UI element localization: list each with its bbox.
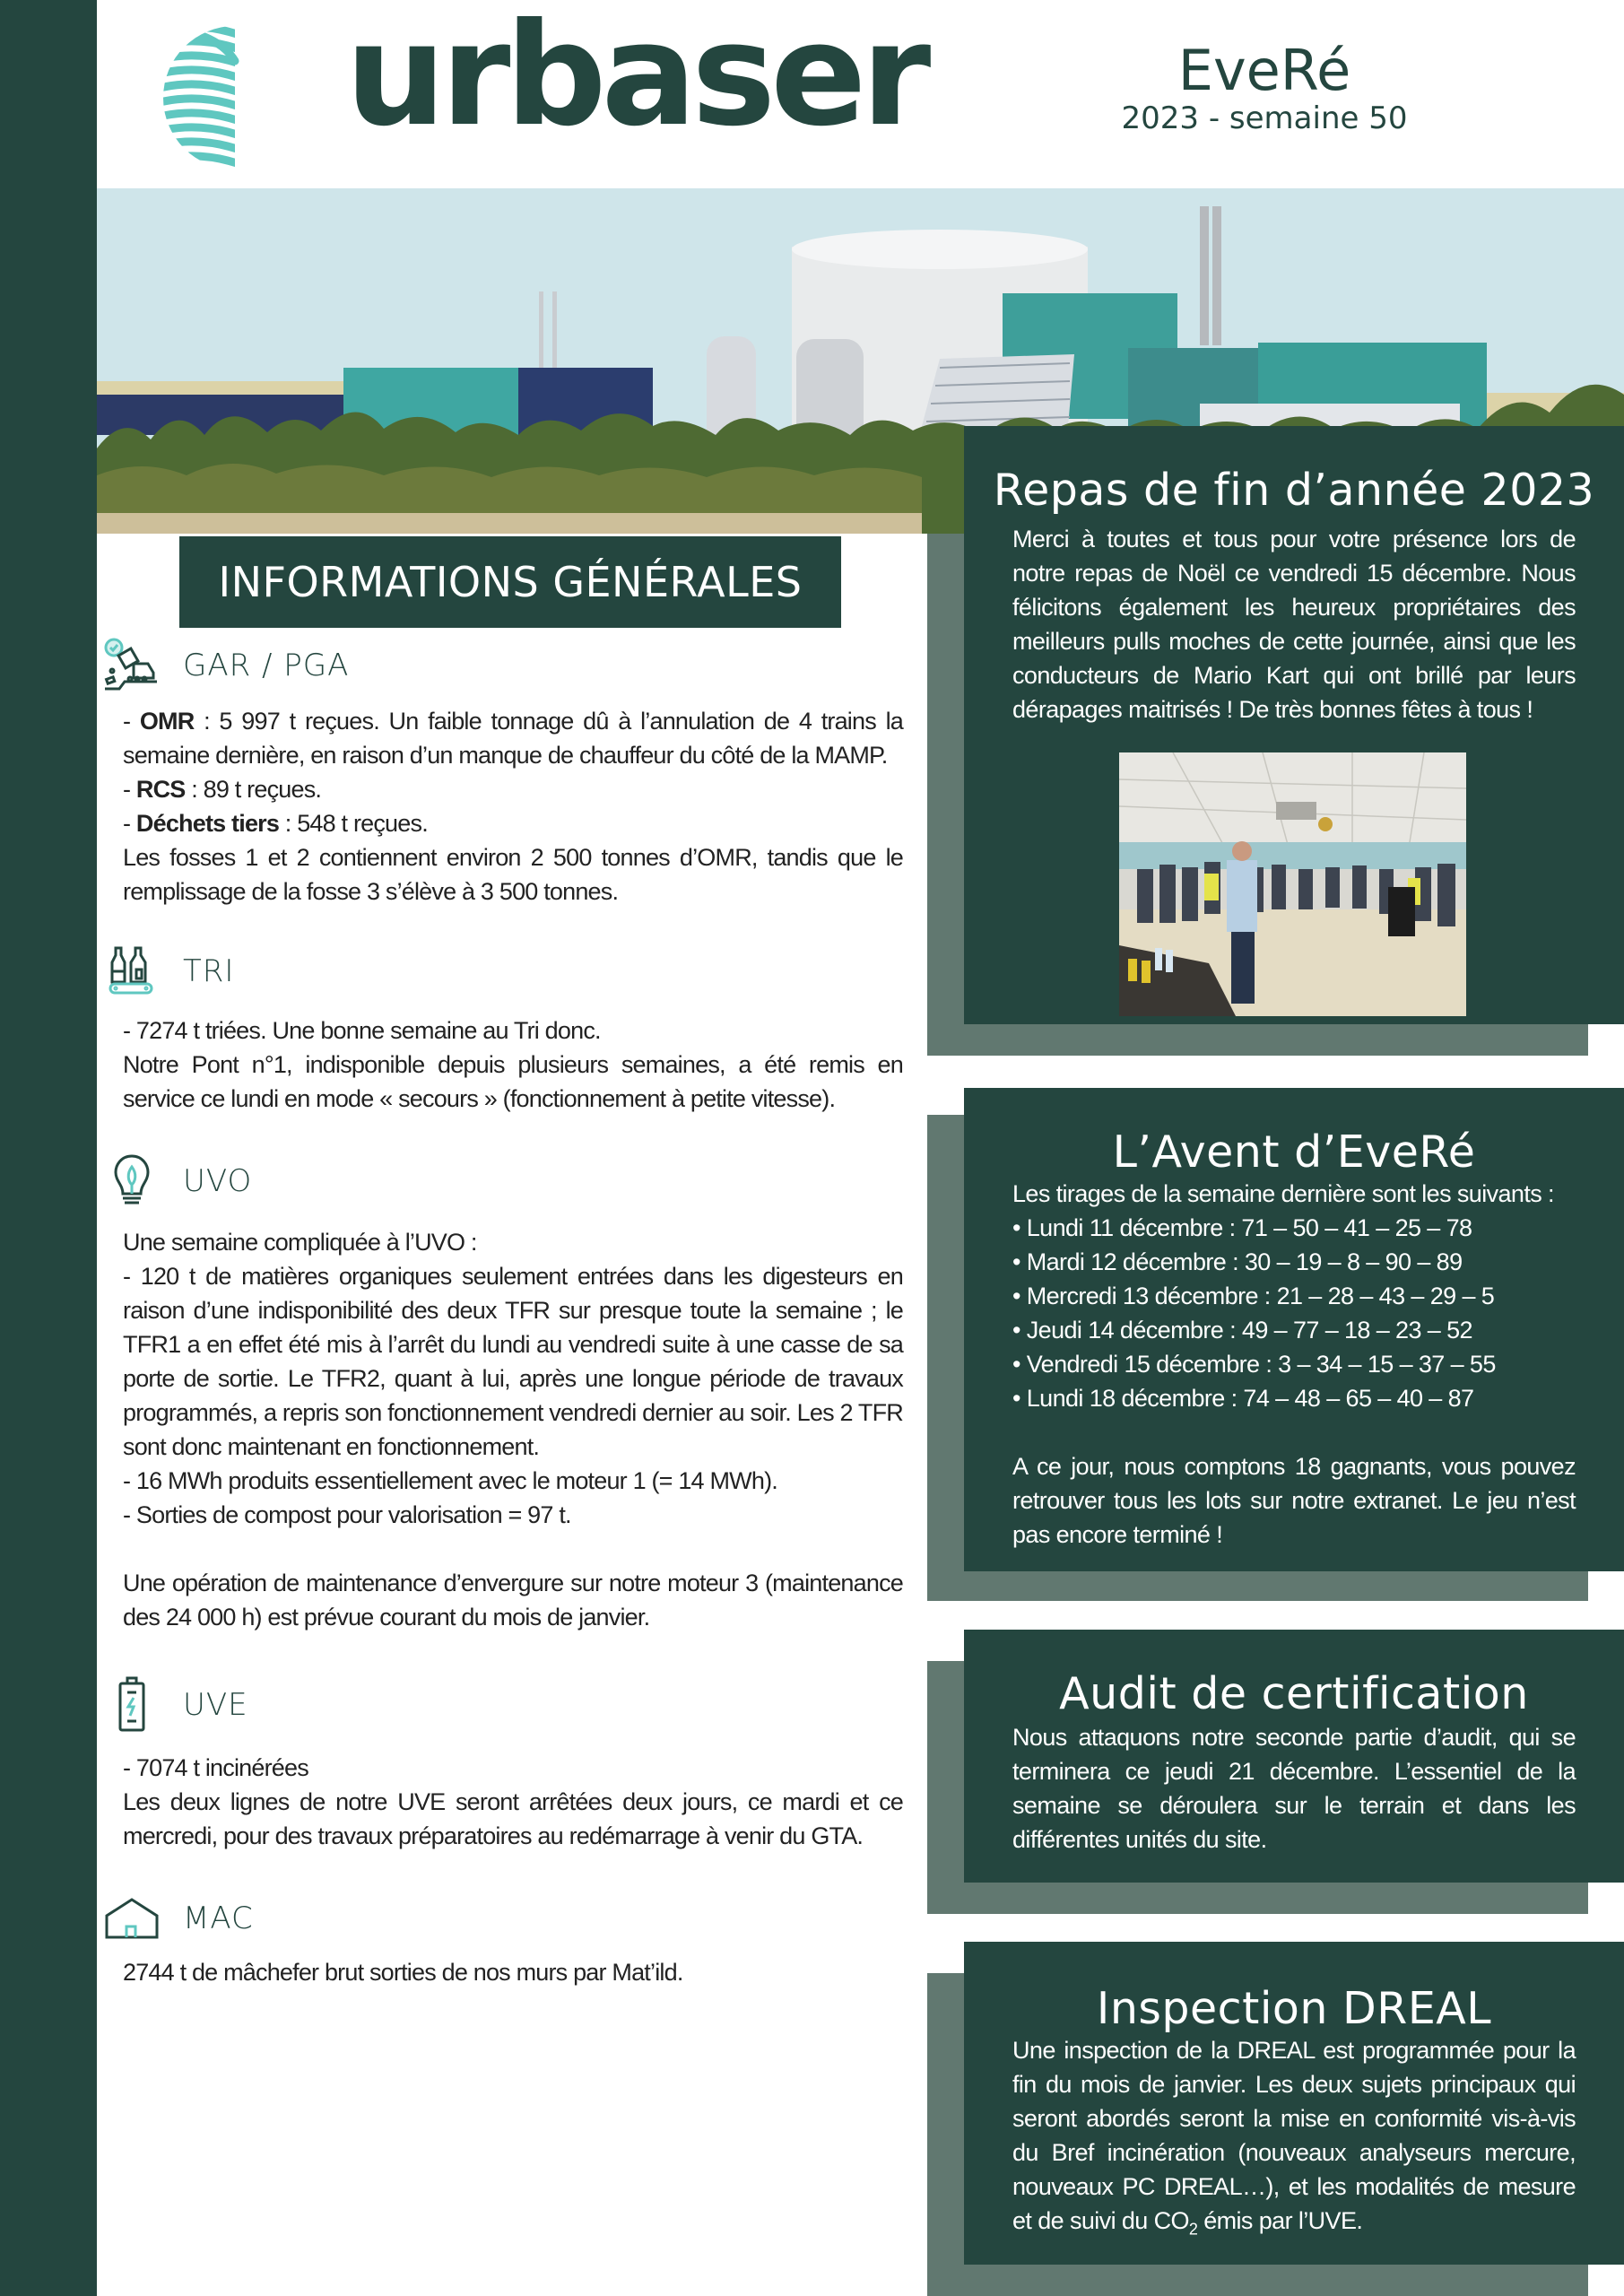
newsletter-title: EveRé <box>1177 38 1351 103</box>
section-heading-informations-generales: INFORMATIONS GÉNÉRALES <box>179 536 841 628</box>
audit-text: Nous attaquons notre seconde partie d’audit, qui se terminera ce jeudi 21 décembre. L’essentiel de la semaine se déroulera sur le terrain et dans les différentes unités du site. <box>1012 1723 1576 1853</box>
section-title-mac: MAC <box>183 1900 254 1936</box>
avent-draw: • Vendredi 15 décembre : 3 – 34 – 15 – 37 – 55 <box>1012 1350 1496 1378</box>
uvo-paragraph: Une opération de maintenance d’envergure sur notre moteur 3 (maintenance des 24 000 h) est prévue courant du mois de janvier. <box>123 1570 903 1631</box>
section-title-tri: TRI <box>183 953 235 989</box>
uve-paragraph: - 7074 t incinérées <box>123 1754 308 1781</box>
section-header-gar-pga <box>100 634 349 697</box>
section-title-uve: UVE <box>183 1687 248 1723</box>
garbage-truck-icon <box>100 634 163 697</box>
avent-draw: • Jeudi 14 décembre : 49 – 77 – 18 – 23 – 52 <box>1012 1316 1472 1344</box>
repas-title: Repas de fin d’année 2023 <box>993 465 1595 516</box>
avent-draw: • Mercredi 13 décembre : 21 – 28 – 43 – 29 – 5 <box>1012 1282 1495 1309</box>
dreal-title: Inspection DREAL <box>1096 1983 1492 2034</box>
tri-content <box>123 1013 903 1116</box>
issue-week: 2023 - semaine 50 <box>1121 100 1408 136</box>
audit-box <box>964 1630 1624 1883</box>
dreal-text: Une inspection de la DREAL est programmée pour la fin du mois de janvier. Les deux sujets principaux qui seront abordés seront la mise en conformité vis-à-vis du Bref incinération (nouveaux analyseurs mercure, nouveaux PC DREAL…), et les modalités de mesure et de suivi du $CO_2$ émis par l’UVE. <box>1012 2036 1576 2239</box>
bottles-conveyor-icon <box>100 940 163 1003</box>
gar-line-omr: - OMR : 5 997 t reçues. Un faible tonnage dû à l’annulation de 4 trains la semaine dernière, en raison d’un manque de chauffeur du côté de la MAMP. <box>123 708 903 769</box>
uvo-paragraph: - 16 MWh produits essentiellement avec le moteur 1 (= 14 MWh). <box>123 1467 777 1494</box>
avent-text <box>1012 1177 1576 1552</box>
gar-line-rcs: - RCS : 89 t reçues. <box>123 776 322 803</box>
battery-icon <box>100 1674 163 1736</box>
avent-draw: • Lundi 11 décembre : 71 – 50 – 41 – 25 – 78 <box>1012 1213 1472 1241</box>
avent-draw: • Mardi 12 décembre : 30 – 19 – 8 – 90 – 89 <box>1012 1248 1463 1275</box>
avent-box <box>964 1088 1624 1571</box>
house-icon <box>100 1887 163 1950</box>
section-header-uve <box>100 1674 248 1736</box>
gar-pga-content <box>123 704 903 909</box>
uve-content <box>123 1751 903 1853</box>
tri-paragraph: Notre Pont n°1, indisponible depuis plusieurs semaines, a été remis en service ce lundi en mode « secours » (fonctionnement à petite vitesse). <box>123 1051 903 1112</box>
lightbulb-icon <box>100 1150 163 1213</box>
uve-paragraph: Les deux lignes de notre UVE seront arrêtées deux jours, ce mardi et ce mercredi, pour des travaux préparatoires au redémarrage à venir du GTA. <box>123 1788 903 1849</box>
issue-info <box>1112 38 1417 136</box>
christmas-meal-photo <box>1119 752 1466 1016</box>
uvo-content <box>123 1225 903 1634</box>
section-header-mac <box>100 1887 254 1950</box>
repas-text: Merci à toutes et tous pour votre présence lors de notre repas de Noël ce vendredi 15 décembre. Nous félicitons également les heureux propriétaires des meilleurs pulls moches de cette journée, ainsi que les conducteurs de Mario Kart qui ont brillé par leurs dérapages maitrisés ! De très bonnes fêtes à tous ! <box>1012 525 1576 723</box>
audit-title: Audit de certification <box>1059 1668 1529 1719</box>
mac-paragraph: 2744 t de mâchefer brut sorties de nos murs par Mat’ild. <box>123 1959 683 1986</box>
uvo-paragraph: - Sorties de compost pour valorisation = 97 t. <box>123 1501 571 1528</box>
brand-wordmark: urbaser <box>345 0 926 158</box>
gar-line-fosses: Les fosses 1 et 2 contiennent environ 2 500 tonnes d’OMR, tandis que le remplissage de la fosse 3 s’élève à 3 500 tonnes. <box>123 844 903 905</box>
avent-draw: • Lundi 18 décembre : 74 – 48 – 65 – 40 – 87 <box>1012 1384 1474 1412</box>
left-accent-bar <box>0 0 97 2296</box>
uvo-paragraph: Une semaine compliquée à l’UVO : <box>123 1229 477 1256</box>
dreal-box <box>964 1942 1624 2265</box>
avent-title: L’Avent d’EveRé <box>1112 1126 1476 1178</box>
section-header-tri <box>100 940 234 1003</box>
section-title-gar-pga: GAR / PGA <box>183 648 350 683</box>
section-title-uvo: UVO <box>183 1163 253 1199</box>
avent-outro: A ce jour, nous comptons 18 gagnants, vous pouvez retrouver tous les lots sur notre extranet. Le jeu n’est pas encore terminé ! <box>1012 1452 1576 1548</box>
mac-content <box>123 1955 903 1989</box>
urbaser-logo-icon <box>161 25 309 170</box>
avent-intro: Les tirages de la semaine dernière sont les suivants : <box>1012 1179 1554 1207</box>
section-header-uvo <box>100 1150 252 1213</box>
uvo-paragraph: - 120 t de matières organiques seulement entrées dans les digesteurs en raison d’une indisponibilité des deux TFR sur presque toute la semaine ; le TFR1 a en effet été mis à l’arrêt du lundi au vendredi suite à une casse de sa porte de sortie. Le TFR2, quant à lui, après une longue période de travaux programmés, a repris son fonctionnement vendredi dernier au soir. Les 2 TFR sont donc maintenant en fonctionnement. <box>123 1263 903 1460</box>
tri-paragraph: - 7274 t triées. Une bonne semaine au Tri donc. <box>123 1017 601 1044</box>
gar-line-dechets-tiers: - Déchets tiers : 548 t reçues. <box>123 810 428 837</box>
